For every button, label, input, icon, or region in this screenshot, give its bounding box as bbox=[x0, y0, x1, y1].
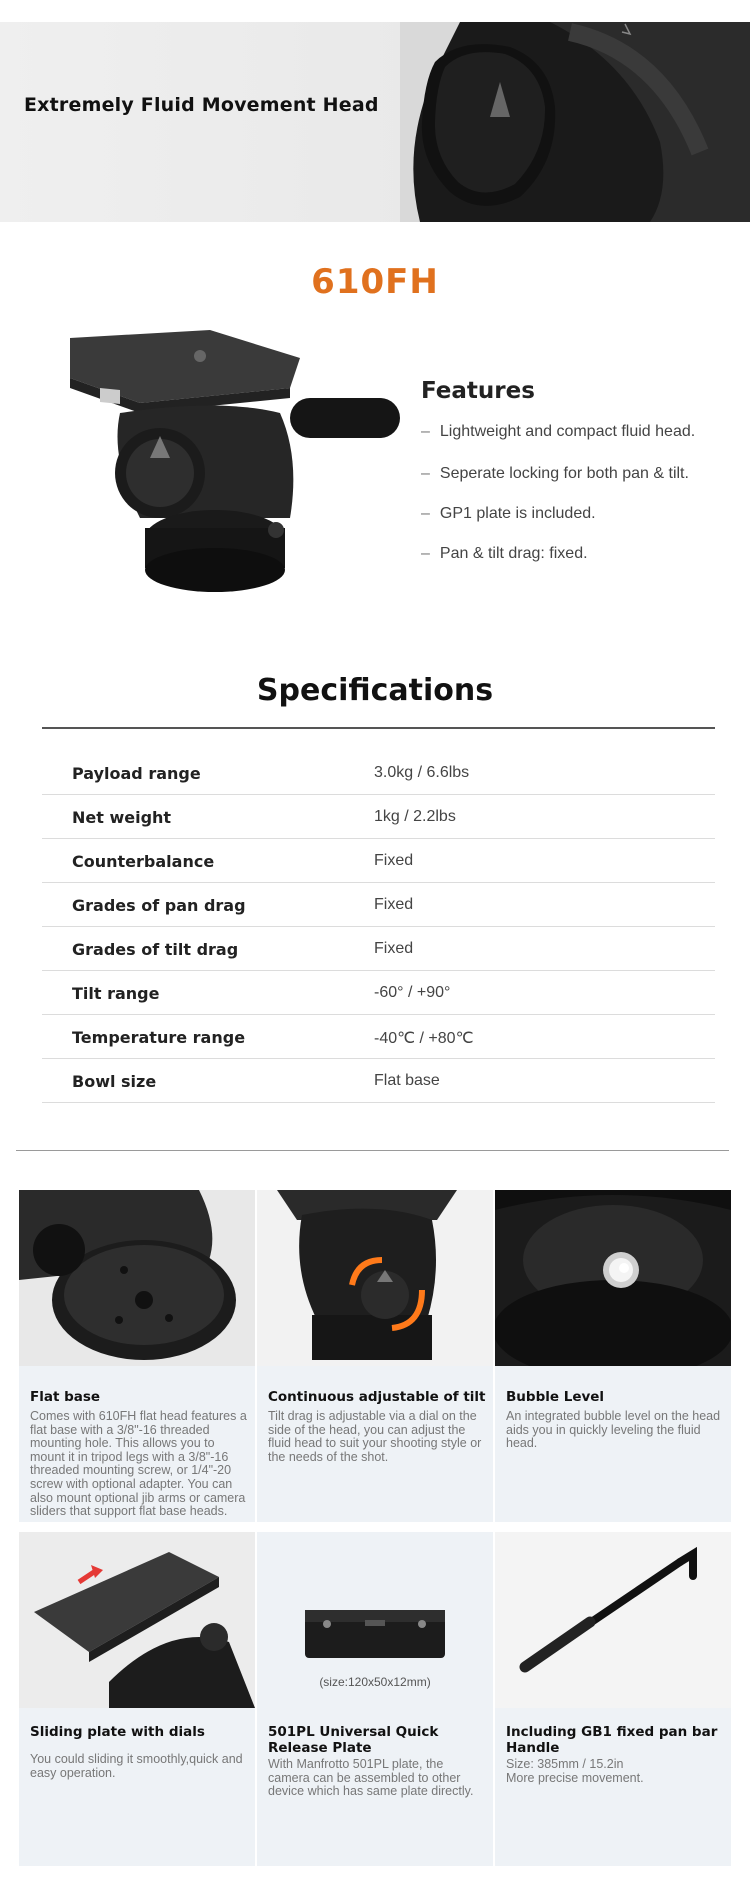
spec-label: Net weight bbox=[72, 808, 172, 827]
spec-label: Payload range bbox=[72, 764, 201, 783]
bubble-level-image bbox=[495, 1190, 731, 1366]
spec-label: Counterbalance bbox=[72, 852, 215, 871]
section-divider bbox=[16, 1150, 729, 1151]
spec-value: Fixed bbox=[374, 852, 414, 869]
pan-bar-handle-image bbox=[495, 1532, 731, 1708]
card-title: Sliding plate with dials bbox=[30, 1724, 205, 1740]
spec-row bbox=[42, 1059, 715, 1103]
feature-item: – Pan & tilt drag: fixed. bbox=[421, 545, 588, 562]
spec-value: 3.0kg / 6.6lbs bbox=[374, 764, 470, 781]
spec-label: Grades of tilt drag bbox=[72, 940, 239, 959]
spec-label: Tilt range bbox=[72, 984, 160, 1003]
hero-title: Extremely Fluid Movement Head bbox=[24, 94, 379, 116]
specifications-divider bbox=[42, 727, 715, 729]
spec-row bbox=[42, 839, 715, 883]
tilt-dial-image bbox=[257, 1190, 493, 1366]
spec-row bbox=[42, 795, 715, 839]
spec-value: Flat base bbox=[374, 1072, 440, 1089]
fluid-head-knob-image bbox=[400, 22, 750, 222]
spec-label: Bowl size bbox=[72, 1072, 157, 1091]
card-description: Size: 385mm / 15.2in More precise movement. bbox=[506, 1757, 644, 1785]
spec-row bbox=[42, 751, 715, 795]
dash-icon: – bbox=[421, 423, 430, 440]
card-description: Tilt drag is adjustable via a dial on the side of the head, you can adjust the fluid head to suit your shooting style or the needs of the shot. bbox=[268, 1409, 482, 1464]
feature-card bbox=[257, 1190, 493, 1522]
feature-card bbox=[257, 1532, 493, 1866]
card-title: Flat base bbox=[30, 1389, 101, 1405]
card-title: Bubble Level bbox=[506, 1389, 605, 1405]
spec-value: 1kg / 2.2lbs bbox=[374, 808, 456, 825]
card-title: Including GB1 fixed pan bar Handle bbox=[506, 1724, 718, 1756]
card-description: An integrated bubble level on the head aids you in quickly leveling the fluid head. bbox=[506, 1409, 721, 1451]
card-description: Comes with 610FH flat head features a flat base with a 3/8"-16 threaded mounting hole. This allows you to mount it in tripod legs with a 3/8"-16 threaded mounting screw, or 1/4"-20 screw with optional adapter. You can also mount optional jib arms or camera sliders that support flat base heads. bbox=[30, 1409, 247, 1519]
fluid-head-product-image bbox=[60, 318, 400, 628]
features-title: Features bbox=[421, 378, 535, 404]
spec-label: Grades of pan drag bbox=[72, 896, 246, 915]
spec-label: Temperature range bbox=[72, 1028, 246, 1047]
spec-row bbox=[42, 1015, 715, 1059]
dash-icon: – bbox=[421, 505, 430, 522]
feature-card bbox=[19, 1532, 255, 1866]
feature-item: – Lightweight and compact fluid head. bbox=[421, 423, 696, 440]
card-title: Continuous adjustable of tilt bbox=[268, 1389, 486, 1405]
flat-base-image bbox=[19, 1190, 255, 1366]
card-title: 501PL Universal Quick Release Plate bbox=[268, 1724, 439, 1756]
spec-value: Fixed bbox=[374, 896, 414, 913]
spec-row bbox=[42, 927, 715, 971]
specifications-title: Specifications bbox=[256, 673, 494, 708]
spec-row bbox=[42, 971, 715, 1015]
spec-value: -40℃ / +80℃ bbox=[374, 1030, 474, 1047]
card-description: With Manfrotto 501PL plate, the camera can be assembled to other device which has same plate directly. bbox=[268, 1757, 474, 1799]
spec-value: Fixed bbox=[374, 940, 414, 957]
plate-size-caption: (size:120x50x12mm) bbox=[319, 1675, 431, 1689]
model-name: 610FH bbox=[311, 262, 439, 302]
feature-card bbox=[19, 1190, 255, 1522]
feature-card bbox=[495, 1532, 731, 1866]
spec-value: -60° / +90° bbox=[374, 984, 451, 1001]
spec-row bbox=[42, 883, 715, 927]
feature-item: – GP1 plate is included. bbox=[421, 505, 596, 522]
feature-item: – Seperate locking for both pan & tilt. bbox=[421, 465, 689, 482]
dash-icon: – bbox=[421, 545, 430, 562]
hero-banner bbox=[0, 22, 750, 222]
sliding-plate-image bbox=[19, 1532, 255, 1708]
feature-card bbox=[495, 1190, 731, 1522]
dash-icon: – bbox=[421, 465, 430, 482]
card-description: You could sliding it smoothly,quick and easy operation. bbox=[30, 1752, 243, 1780]
